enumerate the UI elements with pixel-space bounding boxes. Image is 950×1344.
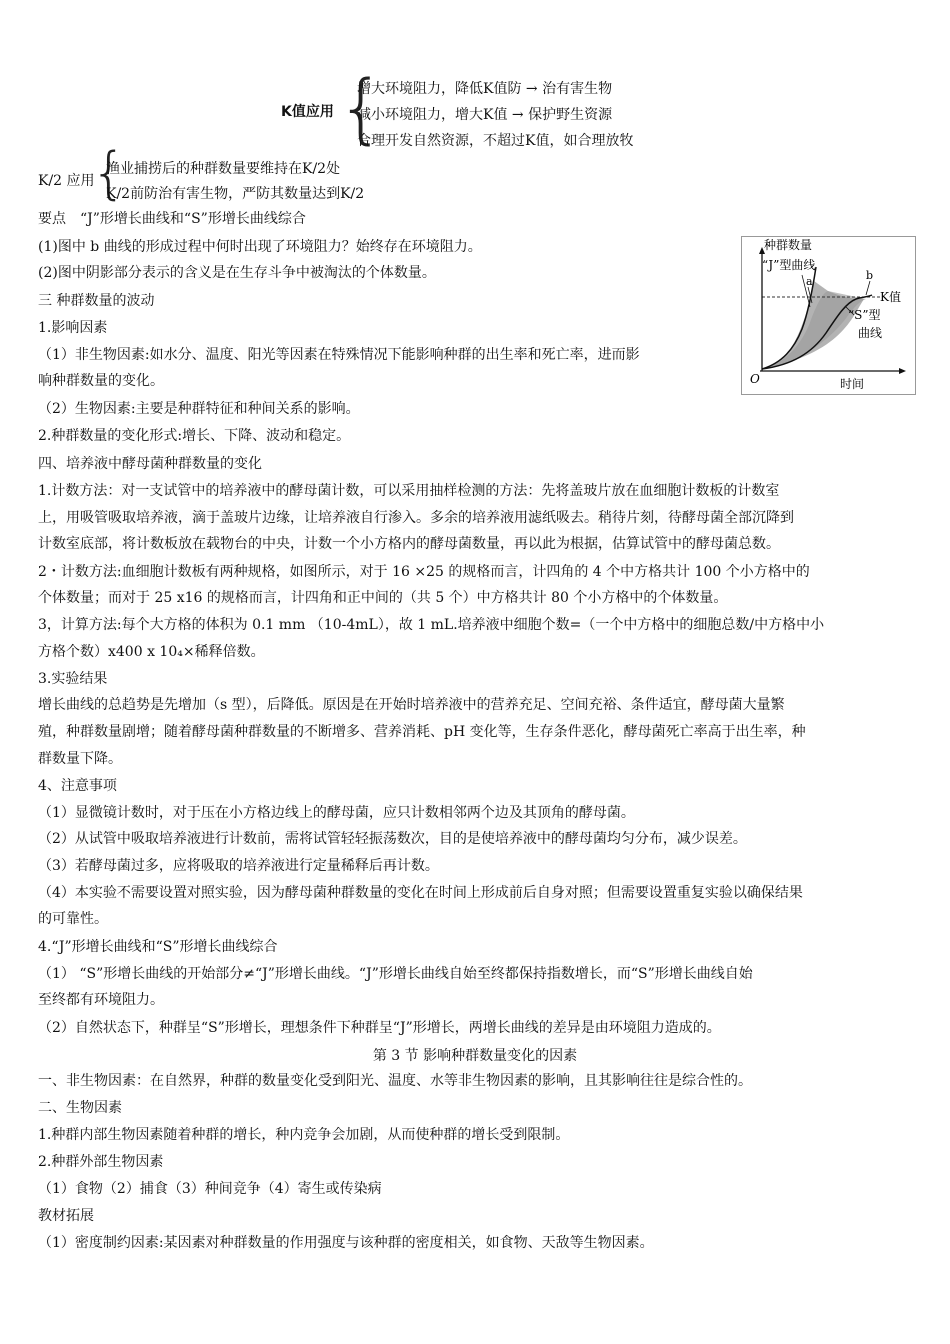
j-curve-label: “J”型曲线 [762, 258, 816, 272]
section-title: 第 3 节 影响种群数量变化的因素 [372, 1048, 578, 1064]
section-line: （1）密度制约因素:某因素对种群数量的作用强度与该种群的密度相关，如食物、天敌等生物因素。 [38, 1235, 654, 1251]
growth-curve-svg [742, 237, 915, 394]
section-line: 一、非生物因素：在自然界，种群的数量变化受到阳光、温度、水等非生物因素的影响，且其影响往往是综合性的。 [38, 1073, 752, 1089]
k-application-brace: { [337, 63, 386, 152]
body-line: 3.实验结果 [38, 671, 108, 687]
k-application-item-1: 增大环境阻力，降低K值防 → 治有害生物 [357, 81, 613, 97]
body-line: 群数量下降。 [38, 751, 122, 767]
body-line: 4、注意事项 [38, 778, 117, 794]
growth-curve-figure [741, 236, 916, 395]
body-line: 2.种群数量的变化形式:增长、下降、波动和稳定。 [38, 428, 351, 444]
body-line: (1)图中 b 曲线的形成过程中何时出现了环境阻力？始终存在环境阻力。 [38, 239, 482, 255]
body-line: 上，用吸管吸取培养液，滴于盖玻片边缘，让培养液自行渗入。多余的培养液用滤纸吸去。稍待片刻，待酵母菌全部沉降到 [38, 510, 794, 526]
body-line: （2）自然状态下，种群呈“S”形增长，理想条件下种群呈“J”形增长，两增长曲线的差异是由环境阻力造成的。 [38, 1020, 721, 1036]
body-line: 3，计算方法:每个大方格的体积为 0.1 mm （10-4mL），故 1 mL.培养液中细胞个数=（一个中方格中的细胞总数/中方格中小 [38, 617, 825, 633]
section-line: 2.种群外部生物因素 [38, 1154, 164, 1170]
body-line: （3）若酵母菌过多，应将吸取的培养液进行定量稀释后再计数。 [38, 858, 439, 874]
y-axis-label: 种群数量 [764, 238, 813, 252]
section-line: 二、生物因素 [38, 1100, 122, 1116]
x-axis-arrow [899, 368, 906, 374]
body-line: 三 种群数量的波动 [38, 293, 155, 309]
body-line: 至终都有环境阻力。 [38, 992, 164, 1008]
section-line: 1.种群内部生物因素随着种群的增长，种内竞争会加剧，从而使种群的增长受到限制。 [38, 1127, 570, 1143]
section-line: （1）食物（2）捕食（3）种间竞争（4）寄生或传染病 [38, 1181, 382, 1197]
body-line: 的可靠性。 [38, 911, 108, 927]
k-application-label: K值应用 [281, 104, 334, 120]
body-line: 个体数量；而对于 25 x16 的规格而言，计四角和正中间的（共 5 个）中方格共计 80 个小方格中的个体数量。 [38, 590, 728, 606]
body-line: 1.计数方法：对一支试管中的培养液中的酵母菌计数，可以采用抽样检测的方法：先将盖玻片放在血细胞计数板的计数室 [38, 483, 780, 499]
x-axis-label: 时间 [840, 377, 865, 391]
body-line: 增长曲线的总趋势是先增加（s 型），后降低。原因是在开始时培养液中的营养充足、空间充裕、条件适宜，酵母菌大量繁 [38, 697, 785, 713]
body-line: （2）从试管中吸取培养液进行计数前，需将试管轻轻振荡数次，目的是使培养液中的酵母菌均匀分布，减少误差。 [38, 831, 747, 847]
origin-label: O [750, 372, 760, 386]
body-line: （1）显微镜计数时，对于压在小方格边线上的酵母菌，应只计数相邻两个边及其顶角的酵母菌。 [38, 805, 635, 821]
body-line: (2)图中阴影部分表示的含义是在生存斗争中被淘汰的个体数量。 [38, 265, 436, 281]
k-application-item-3: 合理开发自然资源，不超过K值，如合理放牧 [357, 133, 634, 149]
s-curve-label-1: “S”型 [848, 308, 881, 322]
k-value-label: K值 [880, 290, 901, 304]
body-line: 响种群数量的变化。 [38, 373, 164, 389]
k-application-item-2: 减小环境阻力，增大K值 → 保护野生资源 [357, 107, 613, 123]
k2-application-item-2: K/2前防治有害生物，严防其数量达到K/2 [106, 186, 365, 202]
k2-application-item-1: 渔业捕捞后的种群数量要维持在K/2处 [106, 161, 341, 177]
body-line: 方格个数）x400 x 10₄×稀释倍数。 [38, 644, 265, 660]
body-line: （1） “S”形增长曲线的开始部分≠“J”形增长曲线。“J”形增长曲线自始至终都保持指数增长，而“S”形增长曲线自始 [38, 966, 753, 982]
body-line: 要点 “J”形增长曲线和“S”形增长曲线综合 [38, 211, 306, 227]
k2-application-label: K/2 应用 [38, 173, 95, 189]
b-pointer [866, 281, 870, 295]
body-line: 计数室底部，将计数板放在载物台的中央，计数一个小方格内的酵母菌数量，再以此为根据，估算试管中的酵母菌总数。 [38, 536, 780, 552]
body-line: 4.“J”形增长曲线和“S”形增长曲线综合 [38, 939, 278, 955]
body-line: 殖，种群数量剧增；随着酵母菌种群数量的不断增多、营养消耗、pH 变化等，生存条件恶化，酵母菌死亡率高于出生率，种 [38, 724, 806, 740]
body-line: 2・计数方法:血细胞计数板有两种规格，如图所示，对于 16 ×25 的规格而言，计四角的 4 个中方格共计 100 个小方格中的 [38, 564, 810, 580]
body-line: 1.影响因素 [38, 320, 108, 336]
body-line: （4）本实验不需要设置对照实验，因为酵母菌种群数量的变化在时间上形成前后自身对照；但需要设置重复实验以确保结果 [38, 885, 803, 901]
s-curve-label-2: 曲线 [858, 326, 883, 340]
curve-b-label: b [866, 269, 874, 282]
curve-a-label: a [806, 275, 813, 288]
body-line: （1）非生物因素:如水分、温度、阳光等因素在特殊情况下能影响种群的出生率和死亡率，进而影 [38, 347, 640, 363]
body-line: 四、培养液中酵母菌种群数量的变化 [38, 456, 262, 472]
section-line: 教材拓展 [38, 1208, 94, 1224]
k2-application-brace: { [91, 141, 127, 206]
body-line: （2）生物因素:主要是种群特征和种间关系的影响。 [38, 401, 360, 417]
